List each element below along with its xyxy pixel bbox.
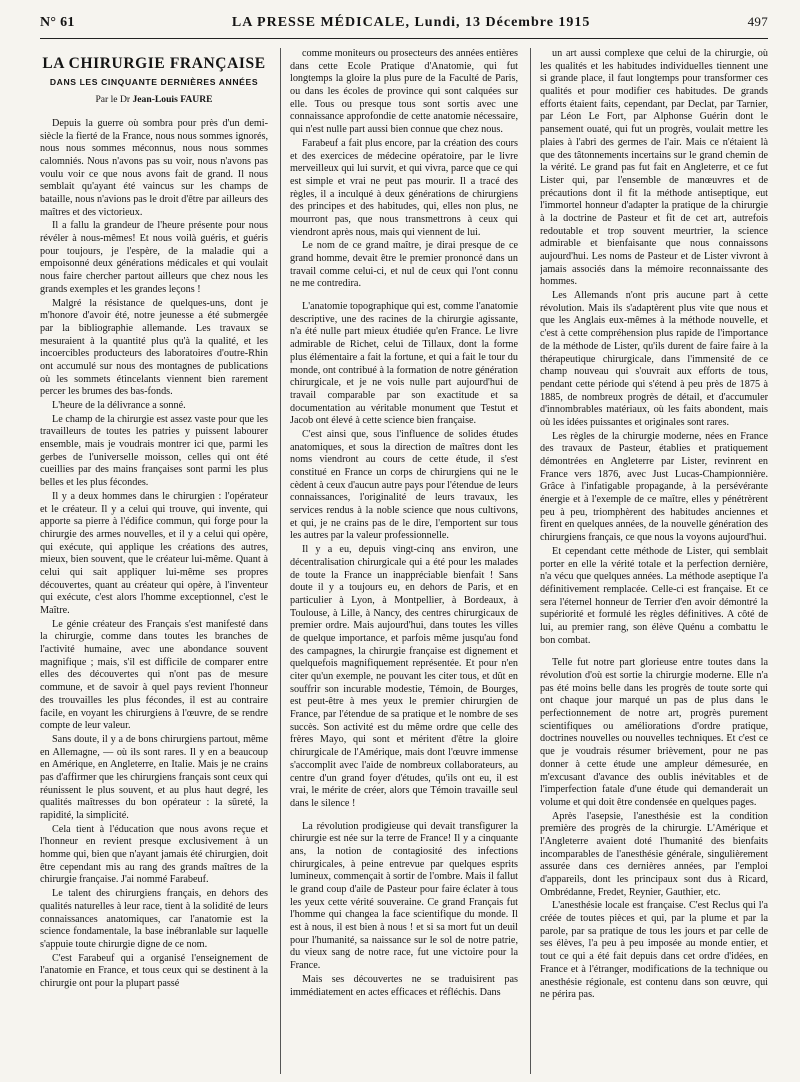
column-3-body [540, 48, 768, 1002]
column-1-body [40, 118, 268, 991]
article-heading [40, 54, 268, 106]
article-byline [40, 94, 268, 106]
paragraph: Il y a deux hommes dans le chirurgien : l'opérateur et le créateur. Il y a celui qui trouve, qui invente, qui apporte sa pierre à l'édifice commun, qui forge pour la chirurgie des armes nouvelles, et il y a celui qui opère, qui exécute, qui applique les créations des autres, mieux, bien souvent, que le créateur lui-même. Quant à celui qui sait appliquer lui-même ses propres découvertes, quant au créateur qui opère, à l'inventeur qui exécute, c'est alors l'homme exceptionnel, c'est le Maître. [40, 490, 268, 617]
issue-number: N° 61 [40, 15, 75, 30]
column-divider [530, 48, 531, 1074]
author-prefix: Par le Dr [95, 93, 131, 105]
paragraph: Mais ses découvertes ne se traduisirent pas immédiatement en actes efficaces et réfléchis. Dans [290, 973, 518, 998]
paragraph: C'est ainsi que, sous l'influence de solides études anatomiques, et sous la direction de maîtres dont les noms viendront au cours de cette étude, il s'est constitué en France un corps de chirurgiens qui ne le cèdent à ceux d'aucun autre pays pour l'étendue de leurs connaissances, l'originalité de leurs travaux, les services rendus à la noble science que nous cultivons, et qui, je ne crains pas de le dire, l'emportent sur tous les autres par la valeur professionnelle. [290, 428, 518, 542]
column-1 [40, 48, 268, 1074]
paragraph: C'est Farabeuf qui a organisé l'enseignement de l'anatomie en France, et tous ceux qui se destinent à la chirurgie ont pour la plupart passé [40, 952, 268, 989]
paragraph: Le talent des chirurgiens français, en dehors des qualités naturelles à leur race, tient à la solidité de leurs connaissances anatomiques, car l'anatomie est la science fondamentale, la base inébranlable sur laquelle s'appuie toute chirurgie digne de ce nom. [40, 888, 268, 950]
author-name: Jean-Louis FAURE [132, 93, 213, 105]
page-header [40, 14, 768, 36]
column-3 [540, 48, 768, 1074]
column-2-body [290, 48, 518, 999]
header-rule [40, 38, 768, 39]
page-number: 497 [747, 14, 768, 29]
paragraph: Les Allemands n'ont pris aucune part à cette révolution. Mais ils s'adaptèrent plus vite que nous et que les Anglais eux-mêmes à la méthode nouvelle, et c'est à cette compréhension plus rapide de l'importance de la méthode de Lister, qu'ils durent de faire faire à la thérapeutique chirurgicale, dans l'immensité de ce champ nouveau qui s'ouvrait aux efforts de tous, pendant cette période qui s'étend à peu près de 1875 à 1885, de nombreux progrès de détail, et d'accumuler d'innombrables matériaux, où les faits abondent, mais où les idées puissantes et originales sont rares. [540, 290, 768, 428]
paragraph: Le nom de ce grand maître, je dirai presque de ce grand homme, devait être le premier prononcé dans un travail comme celui-ci, et nul de ceux qui l'ont connu ne me contredira. [290, 240, 518, 290]
paragraph: Cela tient à l'éducation que nous avons reçue et l'honneur en revient presque exclusivement à un homme qui, bien que n'ayant jamais été chirurgien, doit être cependant mis au rang des grands maîtres de la chirurgie française. J'ai nommé Farabeuf. [40, 823, 268, 886]
paragraph: Les règles de la chirurgie moderne, nées en France des travaux de Pasteur, établies et pratiquement démontrées en Angleterre par Lister, revinrent en France vers 1876, avec Just Lucas-Championnière. Grâce à l'infatigable propagande, à la persévérante énergie et à l'exemple de ce maître, elles y pénétrèrent peu à peu, triomphèrent des habitudes anciennes et firent en quelques années, de la nouvelle génération des chirurgiens français, ce que nous la voyons aujourd'hui. [540, 430, 768, 544]
paragraph: Et cependant cette méthode de Lister, qui semblait porter en elle la vérité totale et la perfection dernière, n'a vécu que quelques années. La méthode aseptique l'a définitivement remplacée. Celle-ci est française. Et ce sera l'éternel honneur de Terrier d'en avoir démontré la supériorité et formulé les règles définitives. A côté de lui, au premier rang, son élève Quénu a combattu le bon combat. [540, 545, 768, 646]
paragraph: Malgré la résistance de quelques-uns, dont je m'honore d'avoir été, notre jeunesse a été submergée par la bibliographie allemande. Les travaux se mesuraient à la quantité plus qu'à la qualité, et les incoercibles producteurs des laboratoires d'outre-Rhin ont accumulé sur nous des montagnes de publications où les sommets étincelants viennent bien rarement percer les brumes des bas-fonds. [40, 297, 268, 398]
paragraph: L'heure de la délivrance a sonné. [52, 400, 186, 412]
column-2 [290, 48, 518, 1074]
paragraph: comme moniteurs ou prosecteurs des années entières dans cette Ecole Pratique d'Anatomie, qui fut longtemps la gloire la plus pure de la Faculté de Paris, ou dans les écoles de province qui sont calquées sur elle. Tous ou presque tous sont sortis avec une connaissance approfondie de cette anatomie nécessaire, qui n'est nulle part aussi bien connue que chez nous. [290, 48, 518, 136]
paragraph: Le champ de la chirurgie est assez vaste pour que les travailleurs de toutes les patries y puissent labourer ensemble, mais je voudrais montrer ici que, parmi les gerbes de l'universelle moisson, celles qui ont été cueillies par des mains françaises sont parmi les plus belles et les plus fécondes. [40, 413, 268, 489]
paragraph: Depuis la guerre où sombra pour près d'un demi-siècle la fierté de la France, nous nous sommes ignorés, nous nous sommes méconnus, nous nous sommes calomniés. Nous n'avons pas su voir, nous n'avons pas voulu voir ce que nous avons fait de grand. Il nous semblait qu'ayant été vaincus sur les champs de bataille, nous n'avions pas le droit d'être par ailleurs des maîtres et des victorieux. [40, 117, 268, 218]
column-divider [280, 48, 281, 1074]
paragraph: Le génie créateur des Français s'est manifesté dans la chirurgie, comme dans toutes les branches de l'activité humaine, avec une abondance souvent magnifique ; mais, s'il est difficile de comparer entre elles des découvertes qui n'ont pas de mesure commune, et de savoir à quel pays revient l'honneur des trouvailles les plus fécondes, il est au contraire facile, en voyant les chirurgiens à l'œuvre, de se rendre compte de leur valeur. [40, 618, 268, 732]
paragraph: un art aussi complexe que celui de la chirurgie, où les qualités et les habitudes individuelles tiennent une si grande place, il faut longtemps pour transformer ces qualités et pour modifier ces habitudes. De grands efforts étaient faits, cependant, par Declat, par Tarnier, par Léon Le Fort, par Alphonse Guérin dont le pansement ouaté, qui fut un progrès, voulait mettre les plaies à l'abri des germes de l'air. Mais ce n'étaient là que des tâtonnements incertains sur le grand chemin de la vérité. Le grand pas fut fait en Angleterre, et ce fut Lister qui, par l'ensemble de manœuvres et de précautions dont il fit la méthode antiseptique, eut l'immortel honneur d'adapter la pratique de la chirurgie à la doctrine de Pasteur et fit de cet art, autrefois redoutable et trop souvent meurtrier, la science admirable et bienfaisante que nous connaissons aujourd'hui. Les noms de Pasteur et de Lister vivront à jamais associés dans la mémoire reconnaissante des hommes. [540, 48, 768, 288]
paragraph: Sans doute, il y a de bons chirurgiens partout, même en Allemagne, — où ils sont rares. Il y en a beaucoup en Amérique, en Angleterre, en Italie. Mais je ne crains pas d'affirmer que les chirurgiens français sont ceux qui réunissent le plus souvent, et au plus haut degré, les qualités maîtresses du bon opérateur : la sûreté, la rapidité, la simplicité. [40, 733, 268, 822]
paragraph: L'anesthésie locale est française. C'est Reclus qui l'a créée de toutes pièces et qui, par la plume et par la parole, par sa pratique de tous les jours et par celle de ses élèves, l'a peu à peu imposée au monde entier, et tout ce qui a été fait depuis dans cet ordre d'idées, en France et à l'étranger, modifications de la technique ou anesthésie régionale, est contenu dans son œuvre, qui ne périra pas. [540, 900, 768, 1001]
paragraph: Il a fallu la grandeur de l'heure présente pour nous révéler à nous-mêmes! Et nous voilà guéris, et guéris pour toujours, je l'espère, de la maladie qui a empoisonné deux générations médicales et qui voulait nous faire chercher partout ailleurs que chez nous les grands exemples et les grandes leçons ! [40, 220, 268, 295]
paragraph: Il y a eu, depuis vingt-cinq ans environ, une décentralisation chirurgicale qui a été pour les malades de toute la France un inappréciable bienfait ! Sans doute il y a toujours eu, en dehors de Paris, et en particulier à Lyon, à Montpellier, à Bordeaux, à Toulouse, à Lille, à Nancy, des centres chirurgicaux de premier ordre. Mais aujourd'hui, dans toutes les villes de quelque importance, et parfois même jusqu'au fond des campagnes, la chirurgie française est dignement et quelquefois magnifiquement représentée. Et pour n'en citer qu'un exemple, ne pouvant les citer tous, et dût en souffrir son incurable modestie, Témoin, de Bourges, est peut-être à mes yeux le premier chirurgien de France, par l'étendue de sa pratique et le nombre de ses succès. Son activité est du même ordre que celle des frères Mayo, qui sont et méritent d'être la gloire chirurgicale de l'Amérique, mais dont l'œuvre immense s'accomplit avec l'aide de nombreux collaborateurs, au centre d'un grand foyer d'études, qu'ils ont eu, il est vrai, le mérite de créer, alors que Témoin travaille seul dans le silence ! [290, 544, 518, 809]
paragraph: L'anatomie topographique qui est, comme l'anatomie descriptive, une des racines de la chirurgie agissante, n'a été nulle part mieux étudiée qu'en France. Le livre admirable de Richet, celui de Tillaux, dont la forme plus élémentaire a fait la fortune, et qui a fait le tour du monde, ont contribué à la formation de notre génération chirurgicale, et je ne vois nulle part aujourd'hui de travail comparable par son exactitude et sa documentation au véritable monument que Testut et Jacob ont élevé à cette science bien française. [290, 301, 518, 427]
article-title: LA CHIRURGIE FRANÇAISE [42, 55, 266, 72]
paragraph: Après l'asepsie, l'anesthésie est la condition première des progrès de la chirurgie. L'Amérique et l'Angleterre avaient doté l'humanité des bienfaits incomparables de l'anesthésie générale, singulièrement assurée dans ces dernières années, par l'emploi d'appareils, dont les principaux sont dus à Ricard, Ombrédanne, Fredet, Reynier, Gauthier, etc. [540, 810, 768, 898]
paragraph: La révolution prodigieuse qui devait transfigurer la chirurgie est née sur la terre de France! Il y a cinquante ans, la notion de contagiosité des infections chirurgicales, à peine entrevue par quelques esprits lumineux, commençait à sortir de l'ombre. Mais il fallut le grand coup d'aile de Pasteur pour faire éclater à tous les yeux cette vérité souveraine. Ce grand Français fut l'homme qui changea la face scientifique du monde. Il est à nous, il est bien à nous ! et si sa mort fut un deuil pour l'humanité, sa naissance sur le sol de notre patrie, du vieux sang de notre race, fut une victoire pour la France. [290, 820, 518, 972]
journal-title-date: LA PRESSE MÉDICALE, Lundi, 13 Décembre 1915 [231, 15, 591, 30]
paragraph: Telle fut notre part glorieuse entre toutes dans la révolution d'où est sortie la chirurgie moderne. Elle n'a pas été moins belle dans les progrès de toute sorte qui ont chaque jour marqué un pas de plus dans le perfectionnement de notre art, progrès purement scientifiques ou améliorations d'ordre pratique, doctrines nouvelles ou nouvelles techniques. Et c'est ce que je voudrais résumer brièvement, pour ne pas donner à cette étude une ampleur démesurée, en m'excusant d'avance des oublis inévitables et de l'imperfection fatale d'une étude qui demanderait un volume et qui doit être condensée en quelques pages. [540, 657, 768, 808]
article-subtitle: DANS LES CINQUANTE DERNIÈRES ANNÉES [49, 77, 259, 88]
paragraph: Farabeuf a fait plus encore, par la création des cours et des exercices de médecine opératoire, par le livre merveilleux qui lui survit, et qui vivra, parce que ce qui est simple et vrai ne peut pas mourir. Il a tracé des règles, il a inculqué à deux générations de chirurgiens des principes et des habitudes, qui, elles non plus, ne mourront pas, que nous transmettrons à ceux qui viendront après nous, mais qui viennent de lui. [290, 137, 518, 238]
